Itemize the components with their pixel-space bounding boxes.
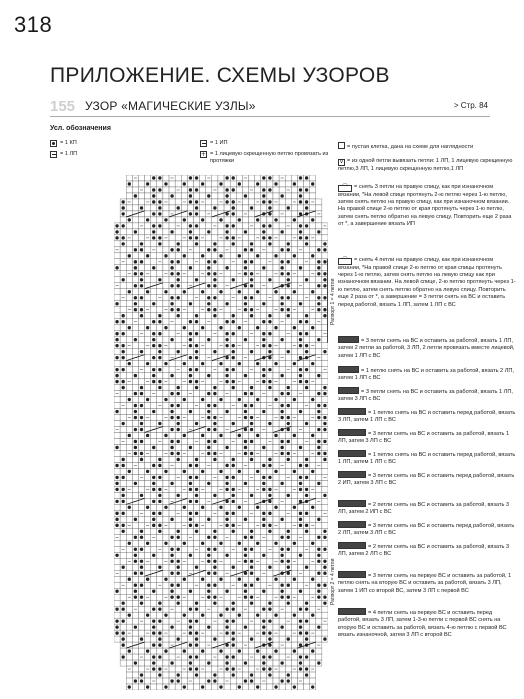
cross-2-3b-icon	[338, 542, 366, 549]
cross-3-1-icon	[338, 429, 366, 436]
legend-cross-3-2: = 3 петли снять на ВС и оставить за работой, вязать 1 ЛП, затем 2 петли за работой, 3 ЛП, 2 петли провязать вместе лицевой, затем 1 ЛП с ВС	[338, 338, 515, 359]
purl-stitch-icon	[50, 151, 57, 158]
legend-cross-3-2b: = 2 петли снять на ВС и оставить за работой, вязать 3 ЛП, затем 2 ИП с ВС	[338, 502, 510, 516]
section-title: ПРИЛОЖЕНИЕ. СХЕМЫ УЗОРОВ	[50, 64, 390, 87]
cross-2-1-left-icon	[338, 387, 359, 394]
legend-cluster-5: ⌒ = снять 3 петли на правую спицу, как при изнаночном вязании, *На левой спице протянуть 2-ю петлю через 1-ю петлю, затем снять петлю на правую спицу, как при изнаночном вязании. На правой спице 2-ю петлю от края протянуть через 1-ю петлю, затем снять петлю обратно на левую спицу. Повторить еще 2 раза от *, а завершение вязать ИП	[338, 184, 512, 228]
legend-twisted	[200, 151, 340, 165]
knitting-chart	[114, 175, 328, 690]
cross-3-2c-icon	[338, 521, 366, 528]
title-rule	[50, 116, 490, 117]
legend-heading: Усл. обозначения	[50, 125, 111, 132]
cross-1-3b-icon	[338, 450, 366, 457]
legend-ip	[200, 140, 228, 147]
legend-ip-text: = 1 ИП	[210, 139, 228, 146]
legend-cross-4-3: = 4 петли снять на первую ВС и оставить перед работой, вязать 3 ЛП, затем 1-3-ю петли с первой ВС снять на вторую ВС и оставить за работой, вязать 4-ю петлю с первой ВС вязать изнаночной, затем 3 ЛП с второй ВС	[338, 610, 507, 639]
legend-twisted-text: = 1 лицевую скрещенную петлю провязать из протяжки	[210, 151, 329, 164]
chart-grid	[114, 175, 328, 690]
empty-cell-icon	[338, 142, 345, 149]
legend-purl-text: = 1 ЛП	[60, 150, 78, 157]
cluster-5-icon: ⌒	[338, 185, 352, 192]
cross-1-3-icon	[338, 408, 366, 415]
cross-4-3-icon	[338, 608, 366, 615]
legend-purl	[50, 151, 77, 158]
legend-cluster-4: ⌒ = снять 4 петли на правую спицу, как при изнаночном вязании, *На правой спице 2-ю петлю от края спицы протянуть через 1-ю петлю, затем снять петлю на левую спицу как при изнаночном вязании. На левой спице, 2-ю петлю протянуть через 1-ю петлю, затем снять петлю обратно на левую спицу. Повторить еще 2 раза от *, а завершение = 3 петли снять на ВС и оставить перед работой, вязать 1 ЛП, затем 1 ЛП с ВС	[338, 257, 516, 308]
legend-knit-text: = 1 КП	[60, 139, 77, 146]
legend-empty-cell: = пустая клетка, дана на схеме для наглядности	[338, 142, 516, 151]
legend-increase: v = из одной петли вывязать петли: 1 ЛП, 1 лицевую скрещенную петлю,3 ЛП, 1 лицевую скрещенную петлю,1 ЛП	[338, 158, 513, 172]
legend-cross-1-3b: = 1 петлю снять на ВС и оставить перед работой, вязать 1 ЛП, затем 1 ЛП с ВС	[338, 452, 516, 466]
legend-cross-1-3: = 1 петлю снять на ВС и оставить перед работой, вязать 3 ЛП, затем 1 ЛП с ВС	[338, 410, 516, 424]
purl-dash-icon	[200, 140, 207, 147]
twisted-knit-icon: +	[200, 150, 207, 158]
v-increase-icon: v	[339, 158, 344, 165]
cross-3-2-icon	[338, 336, 359, 343]
legend-knit	[50, 140, 77, 147]
page-number: 318	[14, 12, 53, 37]
pattern-title: УЗОР «МАГИЧЕСКИЕ УЗЛЫ»	[85, 99, 256, 113]
legend-cross-2-3: = 3 петли снять на ВС и оставить перед работой, вязать 2 ИП, затем 3 ЛП с ВС	[338, 473, 515, 487]
cross-3-2b-icon	[338, 500, 366, 507]
cluster-4-icon: ⌒	[338, 258, 352, 265]
legend-cross-3-2c: = 3 петли снять на ВС и оставить перед работой, вязать 2 ЛП, затем 3 ЛП с ВС	[338, 523, 515, 537]
pattern-number: 155	[50, 98, 76, 115]
knit-stitch-icon	[50, 140, 57, 147]
legend-cross-3-1-3: = 3 петли снять на первую ВС и оставить за работой, 1 петлю снять на вторую ВС и оставить за работой, вязать 3 ЛП, затем 1 ИП со второй ВС, затем 3 ЛП с первой ВС	[338, 573, 512, 594]
cross-3-1-3-icon	[338, 571, 366, 578]
repeat-label-bottom: Раппорт 2 = 4 петли	[330, 558, 336, 605]
legend-cross-2-1-left: = 3 петли снять на ВС и оставить за работой, вязать 1 ЛП, затем 3 ЛП с ВС	[338, 389, 513, 403]
cross-1-2-icon	[338, 366, 359, 373]
legend-cross-1-2: = 1 петлю снять на ВС и оставить за работой, вязать 2 ЛП, затем 1 ЛП с ВС	[338, 368, 514, 382]
legend-cross-3-1: = 3 петли снять на ВС и оставить за работой, вязать 1 ЛП, затем 3 ЛП с ВС	[338, 431, 510, 445]
page-reference: > Стр. 84	[453, 101, 488, 110]
repeat-label-top: Раппорт 1 = 4 петли	[330, 278, 336, 325]
cross-2-3-icon	[338, 471, 366, 478]
legend-cross-2-3b: = 2 петли снять на ВС и оставить за работой, вязать 3 ЛП, затем 2 ЛП с ВС	[338, 544, 510, 558]
